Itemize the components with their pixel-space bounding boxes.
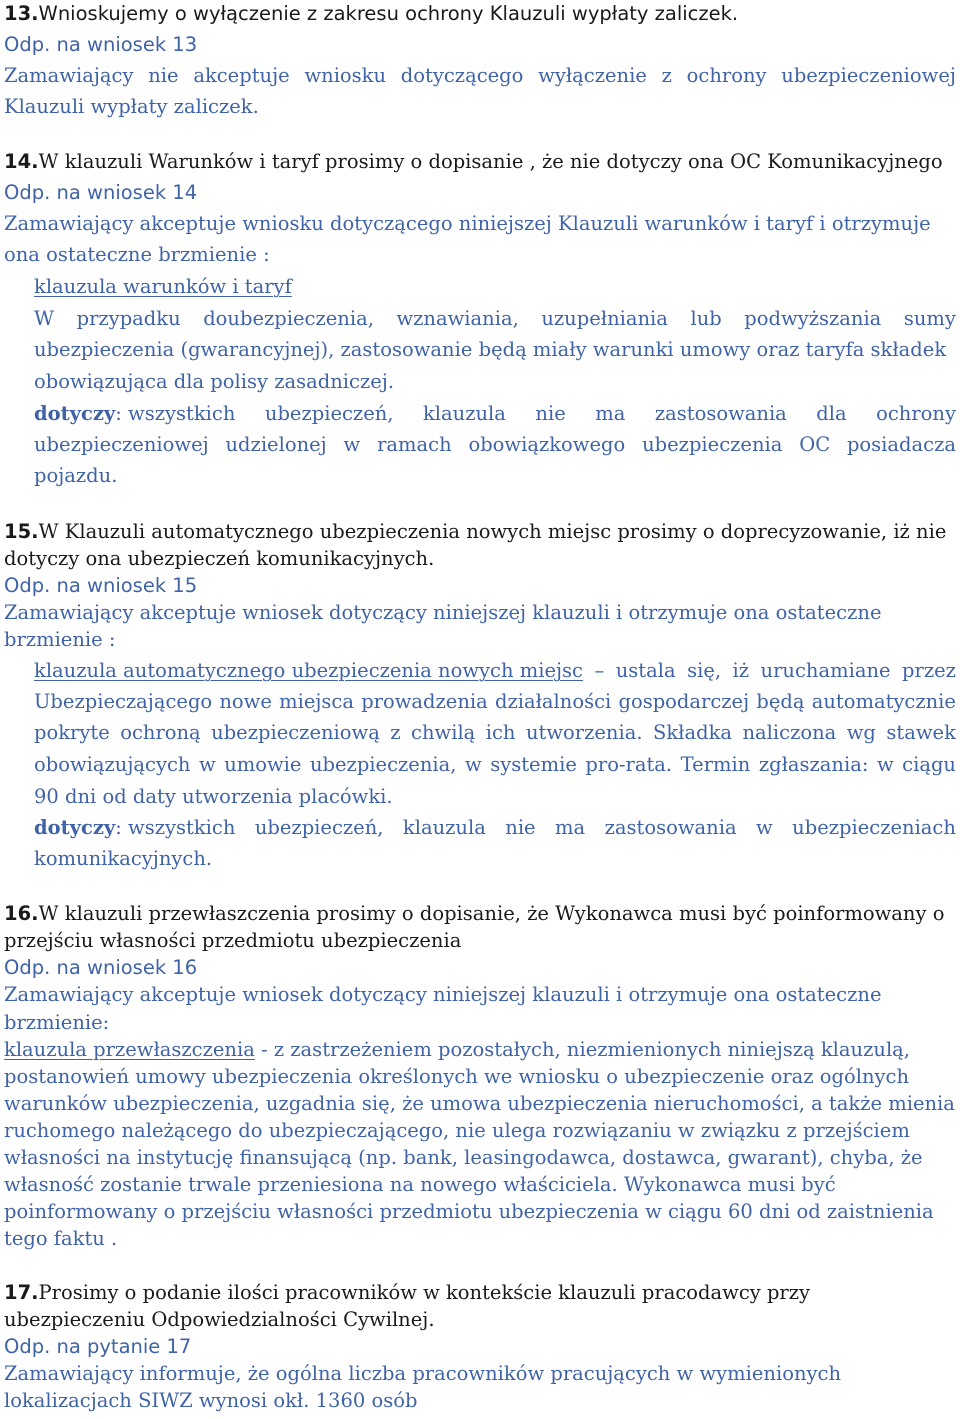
q14-question-text: W klauzuli Warunków i taryf prosimy o dopisanie , że nie dotyczy ona OC Komunikacyjnego: [38, 150, 943, 173]
q17-number: 17.: [4, 1281, 39, 1304]
q15-question-text: W Klauzuli automatycznego ubezpieczenia nowych miejsc prosimy o doprecyzowanie, iż nie: [38, 520, 947, 543]
q13-answer-line-2: Klauzuli wypłaty zaliczek.: [4, 95, 259, 118]
q16-answer-heading: Odp. na wniosek 16: [4, 956, 198, 979]
q16-clause-line-3: warunków ubezpieczenia, uzgadnia się, że umowa ubezpieczenia nieruchomości, a także mienia: [4, 1092, 955, 1115]
q13-question-text: Wnioskujemy o wyłączenie z zakresu ochrony Klauzuli wypłaty zaliczek.: [38, 2, 739, 25]
q14-dotyczy-line-3: pojazdu.: [34, 464, 118, 487]
q16-clause-line-5: własności na instytucję finansującą (np. bank, leasingodawca, dostawca, gwarant), chyba, że: [4, 1146, 923, 1169]
q17-answer-line-1: Zamawiający informuje, że ogólna liczba pracowników pracujących w wymienionych: [4, 1362, 842, 1385]
q15-answer-line-2: brzmienie :: [4, 628, 116, 651]
q13-answer-line-1: Zamawiający nie akceptuje wniosku dotyczącego wyłączenie z ochrony ubezpieczeniowej: [4, 64, 956, 87]
q14-dotyczy-line-1: dotyczy: wszystkich ubezpieczeń, klauzula nie ma zastosowania dla ochrony: [34, 402, 956, 425]
q16-clause-line-8: tego faktu .: [4, 1227, 118, 1250]
q16-clause-line-2: postanowień umowy ubezpieczenia określonych we wniosku o ubezpieczenie oraz ogólnych: [4, 1065, 910, 1088]
q16-clause-line-1: klauzula przewłaszczenia - z zastrzeżeniem pozostałych, niezmienionych niniejszą klauzulą,: [4, 1038, 911, 1061]
q15-clause-line-2: Ubezpieczającego nowe miejsca prowadzenia działalności gospodarczej będą automatycznie: [34, 690, 956, 713]
q15-clause-line-1: klauzula automatycznego ubezpieczenia nowych miejsc – ustala się, iż uruchamiane przez: [34, 659, 956, 682]
q16-number: 16.: [4, 902, 39, 925]
q16-answer-line-1: Zamawiający akceptuje wniosek dotyczący niniejszej klauzuli i otrzymuje ona ostateczne: [4, 983, 882, 1006]
q15-dotyczy-label: dotyczy: [34, 816, 116, 839]
q17-question-line-2: ubezpieczeniu Odpowiedzialności Cywilnej.: [4, 1308, 435, 1331]
q16-clause-line-4: ruchomego należącego do ubezpieczającego, nie ulega rozwiązaniu w związku z przejściem: [4, 1119, 910, 1142]
q15-dotyczy-line-1: dotyczy: wszystkich ubezpieczeń, klauzula nie ma zastosowania w ubezpieczeniach: [34, 816, 956, 839]
q14-number: 14.: [4, 150, 39, 173]
q17-question-line-1: [4, 1283, 810, 1303]
q15-question-line-2: dotyczy ona ubezpieczeń komunikacyjnych.: [4, 547, 435, 570]
q16-question-text: W klauzuli przewłaszczenia prosimy o dopisanie, że Wykonawca musi być poinformowany o: [38, 902, 945, 925]
q14-answer-line-1: Zamawiający akceptuje wniosku dotyczącego niniejszej Klauzuli warunków i taryf i otrzymuje: [4, 212, 931, 235]
q15-clause-line-5: 90 dni od daty utworzenia placówki.: [34, 785, 393, 808]
q15-dotyczy-line-2: komunikacyjnych.: [34, 847, 213, 870]
q14-question: [4, 152, 943, 172]
q13-answer-heading: Odp. na wniosek 13: [4, 33, 198, 56]
q14-dotyczy-line-2: ubezpieczeniowej udzielonej w ramach obowiązkowego ubezpieczenia OC posiadacza: [34, 433, 956, 456]
q15-answer-line-1: Zamawiający akceptuje wniosek dotyczący niniejszej klauzuli i otrzymuje ona ostateczne: [4, 601, 882, 624]
q14-clause-title: klauzula warunków i taryf: [34, 275, 292, 298]
q14-clause-line-1: W przypadku doubezpieczenia, wznawiania, uzupełniania lub podwyższania sumy: [34, 307, 956, 330]
q15-answer-heading: Odp. na wniosek 15: [4, 574, 198, 597]
q16-answer-line-2: brzmienie:: [4, 1011, 110, 1034]
q14-answer-line-2: ona ostateczne brzmienie :: [4, 243, 270, 266]
q14-clause-line-2: ubezpieczenia (gwarancyjnej), zastosowanie będą miały warunki umowy oraz taryfa składek: [34, 338, 947, 361]
q16-question-line-1: [4, 904, 944, 924]
q15-clause-title: klauzula automatycznego ubezpieczenia nowych miejsc: [34, 659, 583, 682]
q13-number: 13.: [4, 2, 39, 25]
q16-question-line-2: przejściu własności przedmiotu ubezpieczenia: [4, 929, 462, 952]
q14-answer-heading: Odp. na wniosek 14: [4, 181, 198, 204]
q15-question-line-1: [4, 522, 946, 542]
q17-question-text: Prosimy o podanie ilości pracowników w kontekście klauzuli pracodawcy przy: [38, 1281, 811, 1304]
q15-number: 15.: [4, 520, 39, 543]
q14-clause-line-3: obowiązująca dla polisy zasadniczej.: [34, 370, 395, 393]
q16-clause-line-6: własność zostanie trwale przeniesiona na nowego właściciela. Wykonawca musi być: [4, 1173, 836, 1196]
q16-clause-title: klauzula przewłaszczenia: [4, 1038, 255, 1061]
q15-clause-line-4: obowiązujących w umowie ubezpieczenia, w systemie pro-rata. Termin zgłaszania: w ciągu: [34, 753, 956, 776]
q13-question: [4, 4, 738, 24]
q15-clause-line-3: pokryte ochroną ubezpieczeniową z chwilą ich utworzenia. Składka naliczona wg stawek: [34, 721, 956, 744]
q17-answer-line-2: lokalizacjach SIWZ wynosi okł. 1360 osób: [4, 1389, 418, 1412]
q17-answer-heading: Odp. na pytanie 17: [4, 1335, 192, 1358]
q14-dotyczy-label: dotyczy: [34, 402, 116, 425]
q16-clause-line-7: poinformowany o przejściu własności przedmiotu ubezpieczenia w ciągu 60 dni od zaistnienia: [4, 1200, 934, 1223]
